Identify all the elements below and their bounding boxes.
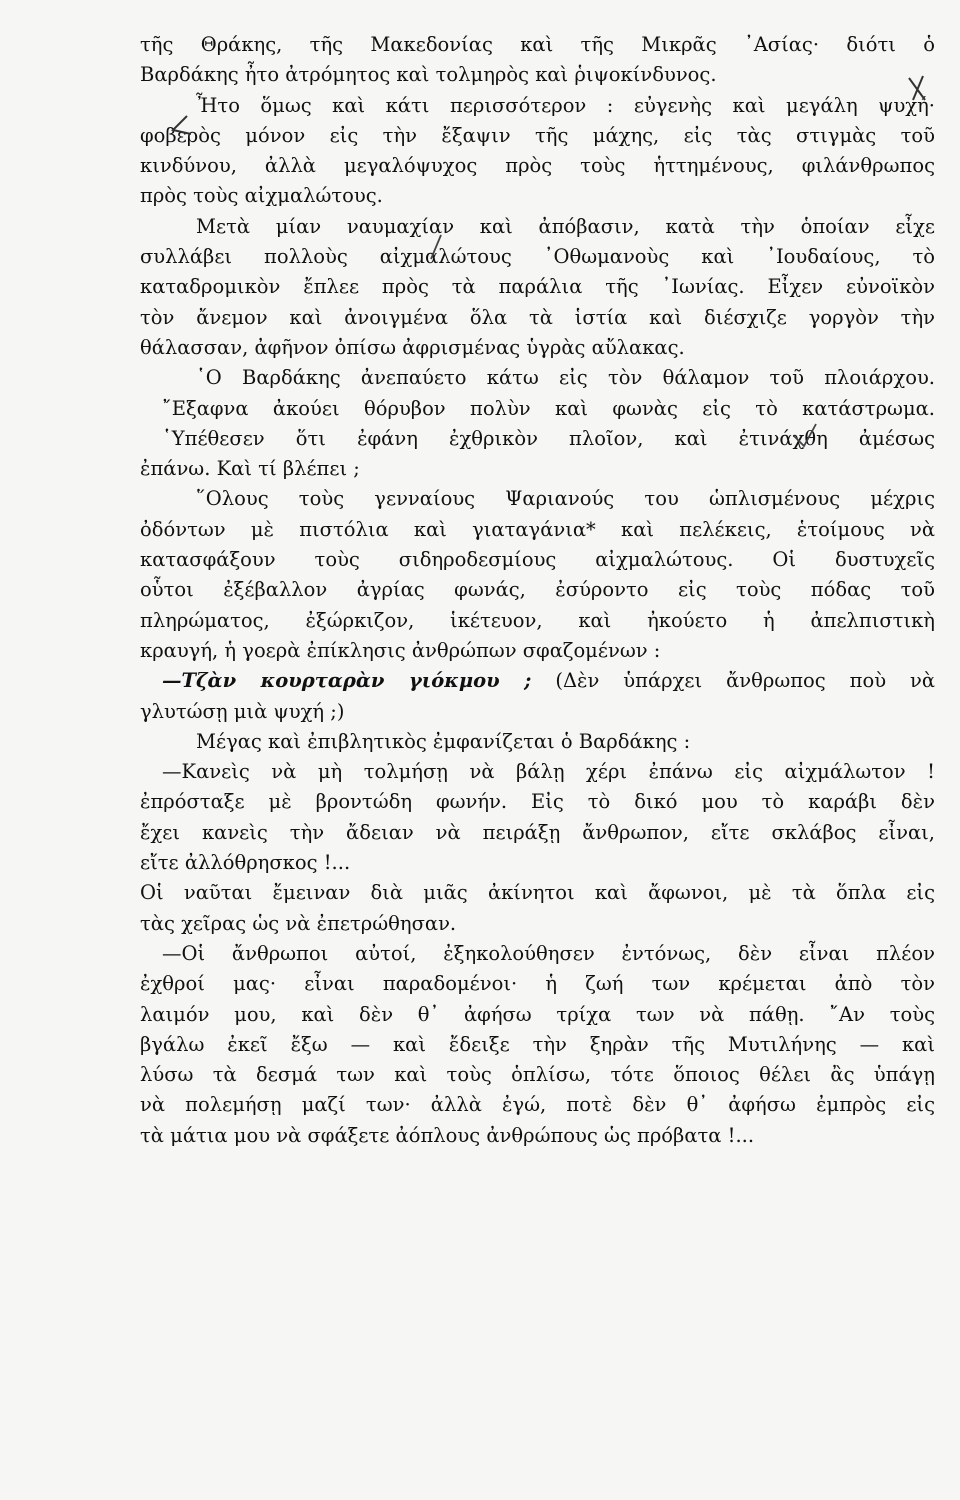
text-line: ὀδόντων μὲ πιστόλια καὶ γιαταγάνια* καὶ πελέκεις, ἑτοίμους νὰ bbox=[140, 517, 935, 541]
text-line: —Οἱ ἄνθρωποι αὐτοί, ἐξηκολούθησεν ἐντόνως, δὲν εἶναι πλέον bbox=[162, 941, 935, 965]
text-line bbox=[140, 666, 935, 696]
text-line: τῆς Θράκης, τῆς Μακεδονίας καὶ τῆς Μικρᾶς ᾿Ασίας· διότι ὁ bbox=[140, 33, 935, 56]
text-line: βγάλω ἐκεῖ ἔξω — καὶ ἔδειξε τὴν ξηρὰν τῆς Μυτιλήνης — καὶ bbox=[140, 1032, 935, 1056]
text-line: κραυγή, ἡ γοερὰ ἐπίκλησις ἀνθρώπων σφαζομένων : bbox=[140, 638, 661, 662]
text-line: Μετὰ μίαν ναυμαχίαν καὶ ἀπόβασιν, κατὰ τὴν ὁποίαν εἶχε bbox=[196, 214, 935, 238]
text-line: φοβερὸς μόνον εἰς τὴν ἔξαψιν τῆς μάχης, εἰς τὰς στιγμὰς τοῦ bbox=[140, 123, 935, 147]
text-line: θάλασσαν, ἀφῆνον ὀπίσω ἀφρισμένας ὑγρὰς αὔλακας. bbox=[140, 335, 685, 359]
text-line: ῎Εξαφνα ἀκούει θόρυβον πολὺν καὶ φωνὰς εἰς τὸ κατάστρωμα. bbox=[162, 396, 935, 420]
text-line: ἐπάνω. Καὶ τί βλέπει ; bbox=[140, 457, 360, 481]
text-line: ἔχει κανεὶς τὴν ἄδειαν νὰ πειράξῃ ἄνθρωπον, εἴτε σκλάβος εἶναι, bbox=[140, 820, 935, 844]
text-line: καταδρομικὸν ἔπλεε πρὸς τὰ παράλια τῆς ᾿Ιωνίας. Εἶχεν εὐνοϊκὸν bbox=[140, 275, 935, 299]
quote-translation: (Δὲν ὑπάρχει ἄνθρωπος ποὺ νὰ bbox=[531, 669, 936, 693]
text-line: —Κανεὶς νὰ μὴ τολμήσῃ νὰ βάλῃ χέρι ἐπάνω εἰς αἰχμάλωτον ! bbox=[162, 760, 935, 784]
text-line: πρὸς τοὺς αἰχμαλώτους. bbox=[140, 184, 383, 208]
text-line: πληρώματος, ἐξώρκιζον, ἱκέτευον, καὶ ἠκούετο ἡ ἀπελπιστικὴ bbox=[140, 608, 935, 632]
text-line: κινδύνου, ἀλλὰ μεγαλόψυχος πρὸς τοὺς ἡττημένους, φιλάνθρωπος bbox=[140, 154, 935, 178]
text-line: οὗτοι ἐξέβαλλον ἀγρίας φωνάς, ἐσύροντο εἰς τοὺς πόδας τοῦ bbox=[140, 578, 935, 602]
text-line: Ἦτο ὅμως καὶ κάτι περισσότερον : εὐγενὴς καὶ μεγάλη ψυχή· bbox=[196, 93, 935, 117]
text-line: λύσω τὰ δεσμά των καὶ τοὺς ὁπλίσω, τότε ὅποιος θέλει ἂς ὑπάγῃ bbox=[140, 1063, 935, 1087]
text-line: τὸν ἄνεμον καὶ ἀνοιγμένα ὅλα τὰ ἱστία καὶ διέσχιζε γοργὸν τὴν bbox=[140, 305, 935, 329]
page-text bbox=[140, 30, 935, 1151]
text-line: ῞Ολους τοὺς γενναίους Ψαριανούς του ὡπλισμένους μέχρις bbox=[196, 487, 935, 511]
text-line: Οἱ ναῦται ἔμειναν διὰ μιᾶς ἀκίνητοι καὶ ἄφωνοι, μὲ τὰ ὅπλα εἰς bbox=[140, 881, 935, 905]
text-line: ῾Ο Βαρδάκης ἀνεπαύετο κάτω εἰς τὸν θάλαμον τοῦ πλοιάρχου. bbox=[196, 366, 935, 390]
turkish-quote: —Τζὰν κουρταρὰν γιόκμου ; bbox=[162, 669, 532, 693]
text-line: Μέγας καὶ ἐπιβλητικὸς ἐμφανίζεται ὁ Βαρδάκης : bbox=[196, 729, 691, 753]
pencil-mark-icon bbox=[425, 233, 445, 263]
text-line: τὰ μάτια μου νὰ σφάξετε ἀόπλους ἀνθρώπους ὡς πρόβατα !... bbox=[140, 1123, 755, 1147]
text-line: συλλάβει πολλοὺς αἰχμαλώτους ᾿Οθωμανοὺς καὶ ᾿Ιουδαίους, τὸ bbox=[140, 245, 935, 269]
pencil-mark-icon bbox=[905, 70, 935, 110]
text-line: τὰς χεῖρας ὡς νὰ ἐπετρώθησαν. bbox=[140, 911, 457, 935]
text-line: εἴτε ἀλλόθρησκος !... bbox=[140, 851, 351, 875]
text-line: κατασφάξουν τοὺς σιδηροδεσμίους αἰχμαλώτους. Οἱ δυστυχεῖς bbox=[140, 548, 935, 572]
text-line: ῾Υπέθεσεν ὅτι ἐφάνη ἐχθρικὸν πλοῖον, καὶ ἐτινάχθη ἀμέσως bbox=[162, 426, 935, 450]
text-line: γλυτώσῃ μιὰ ψυχή ;) bbox=[140, 699, 345, 723]
pencil-mark-icon bbox=[165, 112, 195, 142]
pencil-mark-icon bbox=[790, 420, 820, 450]
text-line: νὰ πολεμήσῃ μαζί των· ἀλλὰ ἐγώ, ποτὲ δὲν θ᾿ ἀφήσω ἐμπρὸς εἰς bbox=[140, 1093, 935, 1117]
text-line: ἐχθροί μας· εἶναι παραδομένοι· ἡ ζωή των κρέμεται ἀπὸ τὸν bbox=[140, 972, 935, 996]
text-line: λαιμόν μου, καὶ δὲν θ᾿ ἀφήσω τρίχα των νὰ πάθῃ. ῎Αν τοὺς bbox=[140, 1002, 935, 1026]
text-line: ἐπρόσταξε μὲ βροντώδη φωνήν. Εἰς τὸ δικό μου τὸ καράβι δὲν bbox=[140, 790, 935, 814]
text-line: Βαρδάκης ἦτο ἀτρόμητος καὶ τολμηρὸς καὶ ῥιψοκίνδυνος. bbox=[140, 63, 717, 87]
